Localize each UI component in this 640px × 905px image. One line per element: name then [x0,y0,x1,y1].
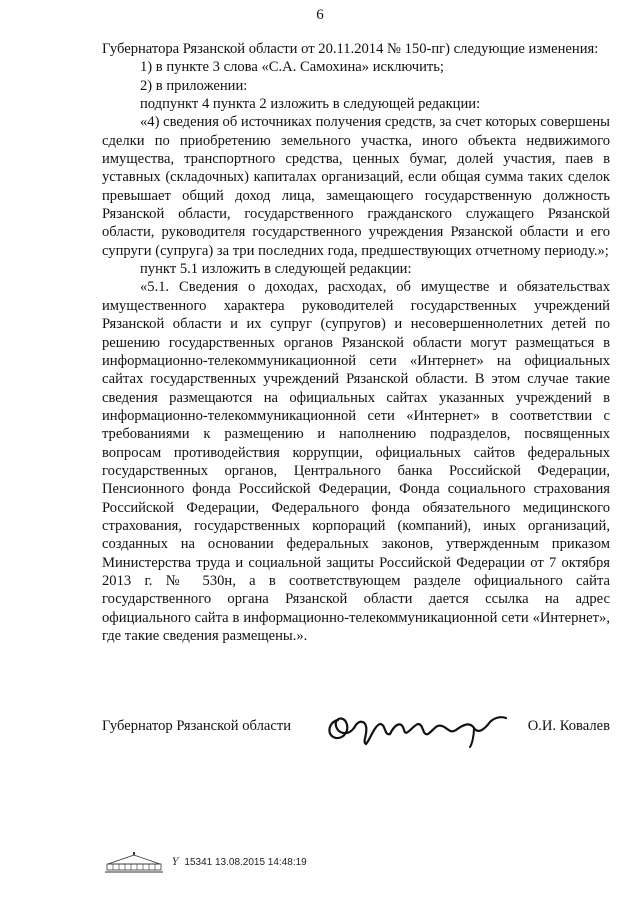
handwritten-signature [324,712,514,748]
registration-stamp [172,857,307,868]
registration-mark: Ү [172,857,179,868]
signatory-title: Губернатор Рязанской области [102,718,292,734]
signature-block [102,712,610,752]
paragraph-5: «4) сведения об источниках получения средств, за счет которых совершены сделки по приобретению земельного участка, иного объекта недвижимого имущества, транспортного средства, ценных бумаг, долей участия, паев в уставных (складочных) капиталах организаций, если общая сумма таких сделок превышает общий доход лица, замещающего государственную должность Рязанской области, государственного гражданского служащего Рязанской области, руководителя государственного учреждения Рязанской области и его супруги (супруга) за три последних года, предшествующих отчетному периоду.»; [102,114,610,259]
paragraph-6: пункт 5.1 изложить в следующей редакции: [140,261,412,278]
registration-number: 15341 [184,857,213,868]
signatory-name: О.И. Ковалев [527,718,610,734]
paragraph-4: подпункт 4 пункта 2 изложить в следующей редакции: [140,96,481,113]
page-number: 6 [316,7,324,23]
paragraph-2: 1) в пункте 3 слова «С.А. Самохина» исключить; [140,59,444,76]
paragraph-7: «5.1. Сведения о доходах, расходах, об имуществе и обязательствах имущественного характера руководителей государственных учреждений Рязанской области и их супруг (супругов) и несовершеннолетних детей по решению государственных органов Рязанской области могут размещаться в информационно-телекоммуникационной сети «Интернет» на официальных сайтах государственных учреждений Рязанской области. В этом случае такие сведения размещаются на официальных сайтах указанных учреждений в информационно-телекоммуникационной сети «Интернет» в соответствии с требованиями к размещению и наполнению подразделов, посвященных вопросам противодействия коррупции, официальных сайтов федеральных государственных органов, Центрального банка Российской Федерации, Пенсионного фонда Российской Федерации, Фонда социального страхования Российской Федерации, Федерального фонда обязательного медицинского страхования, государственных корпораций (компаний), иных организаций, созданных на основании федеральных законов, утвержденным приказом Министерства труда и социальной защиты Российской Федерации от 7 октября 2013 г. № 530н, а в соответствующем разделе официального сайта государственного органа Рязанской области дается ссылка на адрес официального сайта в информационно-телекоммуникационной сети «Интернет», где такие сведения размещены.». [102,279,610,644]
paragraph-1: Губернатора Рязанской области от 20.11.2014 № 150-пг) следующие изменения: [102,41,599,57]
document-body [102,40,610,645]
registration-datetime: 13.08.2015 14:48:19 [214,857,307,868]
document-footer [102,852,362,878]
paragraph-3: 2) в приложении: [140,77,248,94]
building-logo-icon [102,852,166,874]
